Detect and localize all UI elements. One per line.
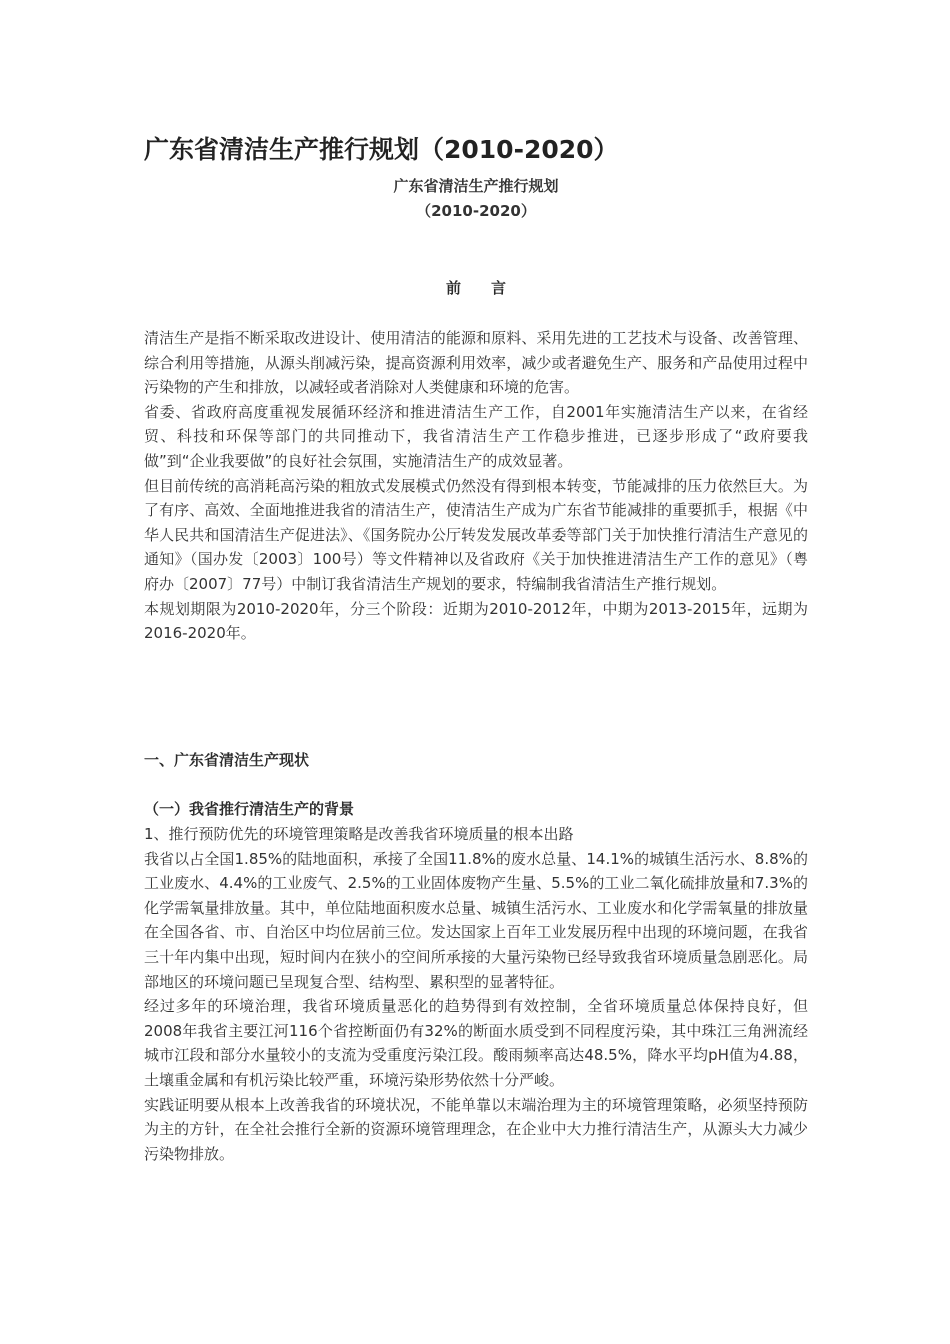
preface-paragraph-1: 清洁生产是指不断采取改进设计、使用清洁的能源和原料、采用先进的工艺技术与设备、改善管理、综合利用等措施，从源头削减污染，提高资源利用效率，减少或者避免生产、服务和产品使用过程中污染物的产生和排放，以减轻或者消除对人类健康和环境的危害。 [144,329,808,397]
subtitle-line-1: 广东省清洁生产推行规划 [393,177,559,195]
preface-heading: 前 言 [445,279,506,297]
preface-paragraph-2: 省委、省政府高度重视发展循环经济和推进清洁生产工作，自2001年实施清洁生产以来，在省经贸、科技和环保等部门的共同推动下，我省清洁生产工作稳步推进，已逐步形成了“政府要我做”到“企业我要做”的良好社会氛围，实施清洁生产的成效显著。 [144,402,808,470]
preface-paragraph-3: 但目前传统的高消耗高污染的粗放式发展模式仍然没有得到根本转变，节能减排的压力依然巨大。为了有序、高效、全面地推进我省的清洁生产，使清洁生产成为广东省节能减排的重要抓手，根据《中华人民共和国清洁生产促进法》、《国务院办公厅转发发展改革委等部门关于加快推行清洁生产意见的通知》（国办发〔2003〕100号）等文件精神以及省政府《关于加快推进清洁生产工作的意见》（粤府办〔2007〕77号）中制订我省清洁生产规划的要求，特编制我省清洁生产推行规划。 [144,476,808,593]
section-1-heading: 一、广东省清洁生产现状 [144,751,310,769]
subsection-paragraph-1: 1、推行预防优先的环境管理策略是改善我省环境质量的根本出路 [144,825,574,843]
subsection-paragraph-3: 经过多年的环境治理，我省环境质量恶化的趋势得到有效控制，全省环境质量总体保持良好，但2008年我省主要江河116个省控断面仍有32%的断面水质受到不同程度污染，其中珠江三角洲流经城市江段和部分水量较小的支流为受重度污染江段。酸雨频率高达48.5%，降水平均pH值为4.88，土壤重金属和有机污染比较严重，环境污染形势依然十分严峻。 [144,997,808,1089]
subsection-1-body [144,822,808,1166]
subtitle-line-2: （2010-2020） [416,202,536,220]
subsection-paragraph-4: 实践证明要从根本上改善我省的环境状况，不能单靠以末端治理为主的环境管理策略，必须坚持预防为主的方针，在全社会推行全新的资源环境管理理念，在企业中大力推行清洁生产，从源头大力减少污染物排放。 [144,1095,808,1163]
subsection-paragraph-2: 我省以占全国1.85%的陆地面积，承接了全国11.8%的废水总量、14.1%的城镇生活污水、8.8%的工业废水、4.4%的工业废气、2.5%的工业固体废物产生量、5.5%的工业二氧化硫排放量和7.3%的化学需氧量排放量。其中，单位陆地面积废水总量、城镇生活污水、工业废水和化学需氧量的排放量在全国各省、市、自治区中均位居前三位。发达国家上百年工业发展历程中出现的环境问题，在我省三十年内集中出现，短时间内在狭小的空间所承接的大量污染物已经导致我省环境质量急剧恶化。局部地区的环境问题已呈现复合型、结构型、累积型的显著特征。 [144,849,808,991]
document-title: 广东省清洁生产推行规划（2010-2020） [144,135,619,164]
preface-body [144,326,808,646]
preface-paragraph-4: 本规划期限为2010-2020年，分三个阶段：近期为2010-2012年，中期为2013-2015年，远期为2016-2020年。 [144,599,808,643]
subsection-1-heading: （一）我省推行清洁生产的背景 [144,800,355,818]
